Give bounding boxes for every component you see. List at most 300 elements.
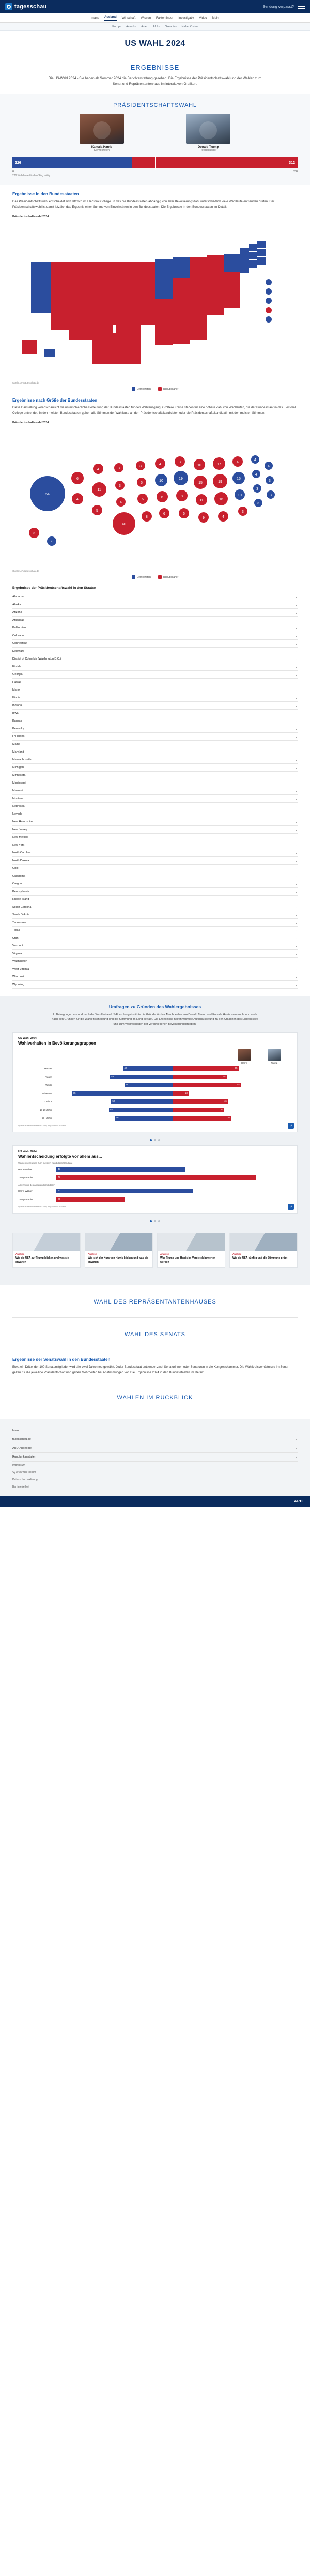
map-source: Quelle: AP/tagesschau.de bbox=[12, 381, 39, 385]
carousel-dots-2[interactable] bbox=[0, 1219, 310, 1226]
top-bar bbox=[0, 0, 310, 13]
state-label: Alaska bbox=[12, 603, 21, 607]
teaser-card-4[interactable] bbox=[229, 1233, 298, 1268]
state-row-alaska[interactable] bbox=[12, 601, 298, 609]
nav-item-faktenfinder[interactable]: Faktenfinder bbox=[156, 16, 174, 20]
footer bbox=[0, 1419, 310, 1496]
state-row-montana[interactable] bbox=[12, 795, 298, 803]
chevron-down-icon: ⌄ bbox=[295, 983, 298, 987]
chevron-down-icon: ⌄ bbox=[295, 595, 298, 599]
teaser-card-3[interactable] bbox=[157, 1233, 225, 1268]
state-row-south-dakota[interactable] bbox=[12, 911, 298, 919]
electoral-bar bbox=[12, 157, 298, 168]
share-icon[interactable]: ↗ bbox=[288, 1123, 294, 1129]
state-row-wisconsin[interactable] bbox=[12, 973, 298, 981]
chart1-row-maenner bbox=[18, 1065, 292, 1072]
us-bubble-map[interactable] bbox=[0, 432, 310, 569]
state-label: Mississippi bbox=[12, 781, 26, 785]
svg-text:10: 10 bbox=[197, 464, 202, 468]
candidate-name: Donald Trump bbox=[197, 146, 219, 149]
surveys-subtext: In Befragungen vor und nach der Wahl haben US-Forschungsinstitute die Gründe für das Abschneiden von Donald Trump und Kamala Harris untersucht und auch nach den Gründen für die Wahlentscheidung und die Stimmung im Land gefragt. Die Ergebnisse helfen wichtige Aufschlüsselung zu den Ursachen des Ergebnisses und zum Wahlverhalten der verschiedenen Bevölkerungsgruppen. bbox=[52, 1013, 258, 1026]
teaser-card-2[interactable] bbox=[85, 1233, 153, 1268]
state-row-virginia[interactable] bbox=[12, 950, 298, 958]
size-results-text: Diese Darstellung veranschaulicht die unterschiedliche Bedeutung der Bundesstaaten für den Wahlausgang. Größere Kreise stehen für eine höhere Zahl von Wahlleuten, die der Bundesstaat in das Electoral College entsendet. In den meisten Bundesstaaten gehen alle Stimmen der Wahlleute an den Präsidentschaftskandidaten oder die Präsidentschaftskandidatin mit den meisten Stimmen. bbox=[12, 406, 296, 415]
chevron-down-icon: ⌄ bbox=[295, 1447, 298, 1450]
dem-value: 49 bbox=[116, 1116, 119, 1120]
chevron-down-icon: ⌄ bbox=[295, 681, 298, 684]
candidate-photo bbox=[80, 114, 124, 144]
state-row-missouri[interactable] bbox=[12, 787, 298, 795]
hero-banner bbox=[0, 31, 310, 54]
footer-link-datenschutz[interactable]: Datenschutzerklärung bbox=[12, 1478, 38, 1482]
svg-text:4: 4 bbox=[76, 498, 79, 502]
chevron-down-icon: ⌄ bbox=[295, 603, 298, 607]
chart-card-motivation bbox=[12, 1145, 298, 1214]
chevron-down-icon: ⌄ bbox=[295, 929, 298, 932]
state-row-new-york[interactable] bbox=[12, 841, 298, 849]
svg-text:16: 16 bbox=[219, 498, 223, 502]
state-row-louisiana[interactable] bbox=[12, 733, 298, 741]
states-results-text: Das Präsidentschaftswahl entscheidet sich letztlich im Electoral College. In das die Bundesstaaten abhängig von ihrer Bevölkerungszahl unterschiedlich viele Wahlleute entsenden dürfen. Der Präsidentschaftswahl ist damit letztlich das Ergebnis einer Summe von Einzelwahlen in den Bundesstaaten. Die Ergebnisse in den Bundesstaaten im Detail: bbox=[12, 200, 275, 209]
group-label: Frauen bbox=[44, 1076, 52, 1079]
footer-row-inland[interactable] bbox=[12, 1427, 298, 1435]
sub-nav bbox=[0, 23, 310, 31]
state-row-florida[interactable] bbox=[12, 663, 298, 671]
rep-value: 57 bbox=[237, 1083, 240, 1086]
state-row-massachusetts[interactable] bbox=[12, 756, 298, 764]
state-label: Alabama bbox=[12, 595, 24, 599]
state-label: Rhode Island bbox=[12, 898, 29, 901]
chevron-down-icon: ⌄ bbox=[295, 719, 298, 723]
svg-text:8: 8 bbox=[146, 515, 148, 519]
state-label: Pennsylvania bbox=[12, 890, 29, 894]
state-row-kalifornien[interactable] bbox=[12, 624, 298, 632]
subnav-item-amerika[interactable]: Amerika bbox=[126, 25, 137, 28]
teaser-title: Was Trump und Harris im Vergleich bewerten werden bbox=[160, 1256, 216, 1264]
chart1-row-latinos bbox=[18, 1098, 292, 1105]
senate-text: Etwa ein Drittel der 100 Senatsmitglieder wird alle zwei Jahre neu gewählt. Jeder Bundesstaat entsendet zwei Senatorinnen oder Senatoren in die Kongresskammer. Die Wahlkreisverhältnisse im Senat gelten für die jeweilige Präsidentschaft und geben Mehrheiten bei Abstimmungen vor. Die Ergebnisse 2024 in den Bundesstaaten im Detail: bbox=[12, 1366, 289, 1374]
state-row-michigan[interactable] bbox=[12, 764, 298, 772]
state-label: Washington bbox=[12, 960, 27, 963]
dem-value: 54 bbox=[110, 1108, 113, 1111]
chevron-down-icon: ⌄ bbox=[295, 665, 298, 669]
chevron-down-icon: ⌄ bbox=[295, 867, 298, 870]
state-label: Indiana bbox=[12, 704, 22, 708]
state-label: Wisconsin bbox=[12, 975, 26, 979]
state-label: Kalifornien bbox=[12, 626, 26, 630]
nav-item-video[interactable]: Video bbox=[199, 16, 207, 20]
state-label: Illinois bbox=[12, 696, 21, 700]
teaser-title: Wie die USA künftig und die Stimmung prägt bbox=[233, 1256, 288, 1260]
legend-rep-2 bbox=[158, 575, 178, 579]
chevron-down-icon: ⌄ bbox=[295, 688, 298, 692]
dem-value: 85 bbox=[73, 1092, 76, 1095]
state-label: South Dakota bbox=[12, 913, 30, 917]
state-label: New Jersey bbox=[12, 828, 27, 832]
chevron-down-icon: ⌄ bbox=[295, 789, 298, 793]
footer-link-barrierefreiheit[interactable]: Barrierefreiheit bbox=[12, 1485, 29, 1489]
bar-label: Trump-Wähler bbox=[18, 1198, 33, 1201]
svg-text:15: 15 bbox=[198, 481, 203, 485]
missed-broadcast-label[interactable]: Sendung verpasst? bbox=[262, 5, 294, 9]
state-row-new-hampshire[interactable] bbox=[12, 818, 298, 826]
results-intro bbox=[0, 54, 310, 94]
chevron-down-icon: ⌄ bbox=[295, 812, 298, 816]
retrospect-heading: WAHLEN IM RÜCKBLICK bbox=[117, 1394, 193, 1401]
footer-link-kontakt[interactable]: Sy erreichen Sie uns bbox=[12, 1471, 37, 1475]
legend-dem bbox=[132, 387, 151, 391]
chevron-down-icon: ⌄ bbox=[295, 890, 298, 894]
chart2-row-b1 bbox=[18, 1188, 292, 1194]
chevron-down-icon: ⌄ bbox=[295, 968, 298, 971]
state-label: Kansas bbox=[12, 719, 22, 723]
svg-text:15: 15 bbox=[237, 477, 241, 481]
state-label: Virginia bbox=[12, 952, 22, 956]
group-label: Weiße bbox=[45, 1084, 52, 1087]
chart1-row-18-29 bbox=[18, 1107, 292, 1113]
chevron-down-icon: ⌄ bbox=[295, 875, 298, 878]
state-row-hawaii[interactable] bbox=[12, 679, 298, 686]
chart1-row-weisse bbox=[18, 1082, 292, 1088]
state-row-new-mexico[interactable] bbox=[12, 834, 298, 841]
chart1-row-frauen bbox=[18, 1074, 292, 1080]
state-row-vermont[interactable] bbox=[12, 942, 298, 950]
chart1-label-trump: Trump bbox=[271, 1062, 278, 1065]
candidate-trump bbox=[186, 114, 230, 152]
state-label: Kentucky bbox=[12, 727, 24, 731]
rep-value: 13 bbox=[184, 1092, 188, 1095]
majority-note: 270 Wahlleute für den Sieg nötig bbox=[12, 174, 50, 178]
chevron-down-icon: ⌄ bbox=[295, 797, 298, 801]
chevron-down-icon: ⌄ bbox=[295, 704, 298, 708]
state-row-nebraska[interactable] bbox=[12, 803, 298, 810]
svg-text:4: 4 bbox=[120, 501, 122, 505]
state-label: North Dakota bbox=[12, 859, 29, 863]
teaser-tag: Analyse bbox=[233, 1253, 242, 1256]
chart1-row-65plus bbox=[18, 1115, 292, 1122]
teaser-tag: Analyse bbox=[88, 1253, 97, 1256]
chevron-down-icon: ⌄ bbox=[295, 906, 298, 909]
surveys-section bbox=[0, 996, 310, 1285]
nav-item-inland[interactable]: Inland bbox=[90, 16, 100, 20]
footer-link-impressum[interactable]: Impressum bbox=[12, 1464, 25, 1467]
teaser-thumbnail bbox=[85, 1233, 152, 1251]
state-label: Oklahoma bbox=[12, 875, 26, 878]
chevron-down-icon: ⌄ bbox=[295, 696, 298, 700]
state-label: Tennessee bbox=[12, 921, 26, 925]
state-row-minnesota[interactable] bbox=[12, 772, 298, 779]
chevron-down-icon: ⌄ bbox=[295, 673, 298, 677]
legend-swatch-rep bbox=[158, 387, 162, 391]
state-row-maine[interactable] bbox=[12, 741, 298, 748]
chevron-down-icon: ⌄ bbox=[295, 735, 298, 739]
candidate-name: Kamala Harris bbox=[91, 146, 113, 149]
svg-text:4: 4 bbox=[97, 468, 99, 472]
state-row-rhode-island[interactable] bbox=[12, 896, 298, 903]
svg-text:9: 9 bbox=[203, 516, 205, 520]
chevron-down-icon: ⌄ bbox=[295, 805, 298, 808]
state-row-north-carolina[interactable] bbox=[12, 849, 298, 857]
chart1-source: Quelle: Edison Research / NEP, Angaben in Prozent bbox=[18, 1124, 66, 1127]
chevron-down-icon: ⌄ bbox=[295, 634, 298, 638]
svg-text:3: 3 bbox=[269, 479, 271, 483]
svg-text:10: 10 bbox=[238, 494, 242, 498]
state-row-alabama[interactable] bbox=[12, 593, 298, 601]
bubble-caption: Präsidentschaftswahl 2024 bbox=[12, 421, 49, 425]
state-label: Florida bbox=[12, 665, 21, 669]
group-label: Schwarze bbox=[42, 1092, 52, 1095]
state-label: Montana bbox=[12, 797, 24, 801]
state-row-north-dakota[interactable] bbox=[12, 857, 298, 865]
state-row-delaware[interactable] bbox=[12, 648, 298, 655]
chart2-row-b2 bbox=[18, 1196, 292, 1203]
footer-label: ARD-Angebote bbox=[12, 1447, 32, 1450]
svg-text:5: 5 bbox=[141, 481, 143, 485]
state-row-georgia[interactable] bbox=[12, 671, 298, 679]
nav-item-mehr[interactable]: Mehr bbox=[212, 16, 220, 20]
state-row-arizona[interactable] bbox=[12, 609, 298, 617]
subnav-item-afrika[interactable]: Afrika bbox=[152, 25, 160, 28]
state-row-dc[interactable] bbox=[12, 655, 298, 663]
subnav-item-europa[interactable]: Europa bbox=[112, 25, 121, 28]
state-row-texas[interactable] bbox=[12, 927, 298, 934]
legend-label-dem: Demokraten bbox=[136, 575, 151, 579]
state-row-iowa[interactable] bbox=[12, 710, 298, 717]
state-label: New Mexico bbox=[12, 836, 28, 839]
state-label: Connecticut bbox=[12, 642, 28, 646]
nav-item-investigativ[interactable]: Investigativ bbox=[178, 16, 194, 20]
footer-row-tagesschau[interactable] bbox=[12, 1435, 298, 1444]
svg-text:4: 4 bbox=[222, 515, 224, 519]
state-label: New Hampshire bbox=[12, 820, 33, 824]
state-row-washington[interactable] bbox=[12, 958, 298, 965]
state-row-oregon[interactable] bbox=[12, 880, 298, 888]
chevron-down-icon: ⌄ bbox=[295, 781, 298, 785]
rep-value: 55 bbox=[235, 1067, 238, 1070]
state-label: Maine bbox=[12, 743, 20, 746]
state-row-utah[interactable] bbox=[12, 934, 298, 942]
chevron-down-icon: ⌄ bbox=[295, 626, 298, 630]
chart-card-demographics bbox=[12, 1032, 298, 1132]
state-row-ohio[interactable] bbox=[12, 865, 298, 872]
chart2-title: Wahlentscheidung erfolgte vor allem aus... bbox=[18, 1154, 102, 1159]
axis-max: 538 bbox=[292, 170, 298, 174]
chart2-row-a1 bbox=[18, 1166, 292, 1173]
logo-icon bbox=[5, 3, 12, 10]
svg-text:6: 6 bbox=[161, 496, 163, 500]
teaser-thumbnail bbox=[230, 1233, 297, 1251]
state-label: Hawaii bbox=[12, 681, 21, 684]
svg-text:4: 4 bbox=[237, 461, 239, 465]
subnav-item-asien[interactable]: Asien bbox=[141, 25, 148, 28]
candidate-party: Demokraten bbox=[94, 149, 110, 152]
group-label: Männer bbox=[44, 1067, 52, 1070]
chevron-down-icon: ⌄ bbox=[295, 820, 298, 824]
footer-label: tagesschau.de bbox=[12, 1438, 31, 1442]
dem-value: 52 bbox=[112, 1100, 115, 1103]
nav-item-wissen[interactable]: Wissen bbox=[141, 16, 151, 20]
dem-value: 53 bbox=[111, 1075, 114, 1078]
svg-text:4: 4 bbox=[254, 458, 256, 463]
group-label: 65+ Jahre bbox=[41, 1117, 52, 1120]
state-label: Maryland bbox=[12, 750, 24, 754]
legend-dem-2 bbox=[132, 575, 151, 579]
state-row-connecticut[interactable] bbox=[12, 640, 298, 648]
rep-value: 46 bbox=[224, 1100, 227, 1103]
svg-text:6: 6 bbox=[76, 477, 79, 481]
legend-swatch-dem bbox=[132, 387, 135, 391]
house-heading: WAHL DES REPRÄSENTANTENHAUSES bbox=[94, 1299, 216, 1306]
share-icon[interactable]: ↗ bbox=[288, 1204, 294, 1210]
state-label: New York bbox=[12, 844, 25, 847]
state-row-nevada[interactable] bbox=[12, 810, 298, 818]
state-row-pennsylvania[interactable] bbox=[12, 888, 298, 896]
state-row-arkansas[interactable] bbox=[12, 617, 298, 624]
state-label: Minnesota bbox=[12, 774, 26, 777]
state-row-idaho[interactable] bbox=[12, 686, 298, 694]
trump-portrait bbox=[268, 1049, 281, 1061]
chevron-down-icon: ⌄ bbox=[295, 712, 298, 715]
us-results-map[interactable] bbox=[0, 225, 310, 380]
svg-text:54: 54 bbox=[45, 493, 50, 497]
chart2-sub1: Wahlentscheidung zum meisten Kandidatin/Kandidat bbox=[18, 1162, 73, 1165]
footer-row-rundfunkanstalten[interactable] bbox=[12, 1453, 298, 1462]
svg-text:3: 3 bbox=[118, 467, 120, 471]
states-results-block bbox=[0, 185, 310, 225]
subnav-item-naher-osten[interactable]: Naher Osten bbox=[181, 25, 198, 28]
svg-text:4: 4 bbox=[255, 473, 257, 477]
chevron-down-icon: ⌄ bbox=[295, 882, 298, 886]
chevron-down-icon: ⌄ bbox=[295, 743, 298, 746]
candidate-harris bbox=[80, 114, 124, 152]
state-label: Iowa bbox=[12, 712, 19, 715]
map-caption: Präsidentschaftswahl 2024 bbox=[12, 215, 49, 219]
state-row-new-jersey[interactable] bbox=[12, 826, 298, 834]
chevron-down-icon: ⌄ bbox=[295, 727, 298, 731]
svg-text:6: 6 bbox=[163, 512, 165, 516]
state-row-kentucky[interactable] bbox=[12, 725, 298, 733]
state-row-indiana[interactable] bbox=[12, 702, 298, 710]
state-label: Michigan bbox=[12, 766, 24, 770]
bar-value: 50 bbox=[58, 1189, 61, 1192]
state-label: Utah bbox=[12, 937, 19, 940]
svg-text:3: 3 bbox=[242, 510, 244, 514]
teaser-card-1[interactable] bbox=[12, 1233, 81, 1268]
state-row-oklahoma[interactable] bbox=[12, 872, 298, 880]
states-accordion bbox=[12, 593, 298, 989]
senate-heading: WAHL DES SENATS bbox=[125, 1331, 185, 1338]
state-label: Ohio bbox=[12, 867, 19, 870]
state-label: Georgia bbox=[12, 673, 23, 677]
state-label: Arizona bbox=[12, 611, 22, 615]
chevron-down-icon: ⌄ bbox=[295, 960, 298, 963]
footer-row-ard-angebote[interactable] bbox=[12, 1444, 298, 1453]
svg-text:4: 4 bbox=[159, 463, 161, 467]
rep-value: 45 bbox=[223, 1075, 226, 1078]
state-row-illinois[interactable] bbox=[12, 694, 298, 702]
svg-text:3: 3 bbox=[140, 465, 142, 469]
chevron-down-icon: ⌄ bbox=[295, 650, 298, 653]
chevron-down-icon: ⌄ bbox=[295, 611, 298, 615]
menu-icon[interactable] bbox=[298, 5, 305, 9]
subnav-item-ozeanien[interactable]: Ozeanien bbox=[165, 25, 177, 28]
state-label: Missouri bbox=[12, 789, 23, 793]
state-row-kansas[interactable] bbox=[12, 717, 298, 725]
nav-item-ausland[interactable]: Ausland bbox=[104, 16, 117, 21]
svg-text:4: 4 bbox=[51, 540, 53, 544]
house-section bbox=[0, 1285, 310, 1317]
map-legend bbox=[0, 384, 310, 391]
chart2-source: Quelle: Edison Research / NEP, Angaben in Prozent bbox=[18, 1205, 66, 1208]
group-label: 18-29 Jahre bbox=[39, 1109, 52, 1112]
legend-rep bbox=[158, 387, 178, 391]
state-row-wyoming[interactable] bbox=[12, 981, 298, 989]
electoral-bar-wrap bbox=[0, 152, 310, 177]
state-row-colorado[interactable] bbox=[12, 632, 298, 640]
state-label: Oregon bbox=[12, 882, 22, 886]
chevron-down-icon: ⌄ bbox=[295, 975, 298, 979]
chevron-down-icon: ⌄ bbox=[295, 952, 298, 956]
teaser-tag: Analyse bbox=[160, 1253, 169, 1256]
svg-text:3: 3 bbox=[179, 461, 181, 465]
teaser-tag: Analyse bbox=[16, 1253, 25, 1256]
presidential-section bbox=[0, 94, 310, 185]
svg-text:3: 3 bbox=[270, 494, 272, 498]
chart2-sub2: Ablehnung des anderen Kandidaten bbox=[18, 1184, 55, 1187]
legend-label-dem: Demokraten bbox=[136, 387, 151, 391]
state-row-maryland[interactable] bbox=[12, 748, 298, 756]
state-row-south-carolina[interactable] bbox=[12, 903, 298, 911]
state-row-mississippi[interactable] bbox=[12, 779, 298, 787]
bubble-source: Quelle: AP/tagesschau.de bbox=[12, 570, 39, 573]
chevron-down-icon: ⌄ bbox=[295, 619, 298, 622]
bar-label: Trump-Wähler bbox=[18, 1176, 33, 1179]
state-label: Delaware bbox=[12, 650, 25, 653]
svg-text:3: 3 bbox=[257, 502, 259, 506]
chart1-title: Wahlverhalten in Bevölkerungsgruppen bbox=[18, 1041, 96, 1046]
size-results-block bbox=[0, 391, 310, 432]
nav-item-wirtschaft[interactable]: Wirtschaft bbox=[121, 16, 136, 20]
chevron-down-icon: ⌄ bbox=[295, 859, 298, 863]
chart2-kicker: US Wahl 2024 bbox=[18, 1150, 37, 1154]
carousel-dots-1[interactable] bbox=[0, 1138, 310, 1145]
svg-text:11: 11 bbox=[97, 488, 101, 493]
electoral-bar-dem: 226 bbox=[12, 157, 132, 168]
axis-min: 0 bbox=[12, 170, 14, 174]
rep-value: 43 bbox=[220, 1108, 223, 1111]
state-label: Nebraska bbox=[12, 805, 25, 808]
bar-value: 25 bbox=[58, 1198, 61, 1201]
svg-text:8: 8 bbox=[181, 495, 183, 499]
state-label: West Virginia bbox=[12, 968, 29, 971]
svg-text:17: 17 bbox=[217, 463, 221, 467]
chevron-down-icon: ⌄ bbox=[295, 944, 298, 948]
candidate-party: Republikaner bbox=[199, 149, 217, 152]
results-heading: ERGEBNISSE bbox=[130, 64, 180, 71]
state-row-west-virginia[interactable] bbox=[12, 965, 298, 973]
senate-section bbox=[0, 1318, 310, 1350]
state-row-tennessee[interactable] bbox=[12, 919, 298, 927]
surveys-heading: Umfragen zu Gründen des Wahlergebnisses bbox=[109, 1004, 202, 1010]
chevron-down-icon: ⌄ bbox=[295, 851, 298, 855]
svg-text:3: 3 bbox=[256, 487, 258, 492]
dem-value: 41 bbox=[125, 1083, 128, 1086]
footer-bar bbox=[0, 1496, 310, 1507]
svg-text:10: 10 bbox=[159, 479, 163, 483]
brand-logo[interactable] bbox=[5, 3, 47, 10]
chart1-head-harris bbox=[238, 1049, 251, 1064]
state-label: Colorado bbox=[12, 634, 24, 638]
